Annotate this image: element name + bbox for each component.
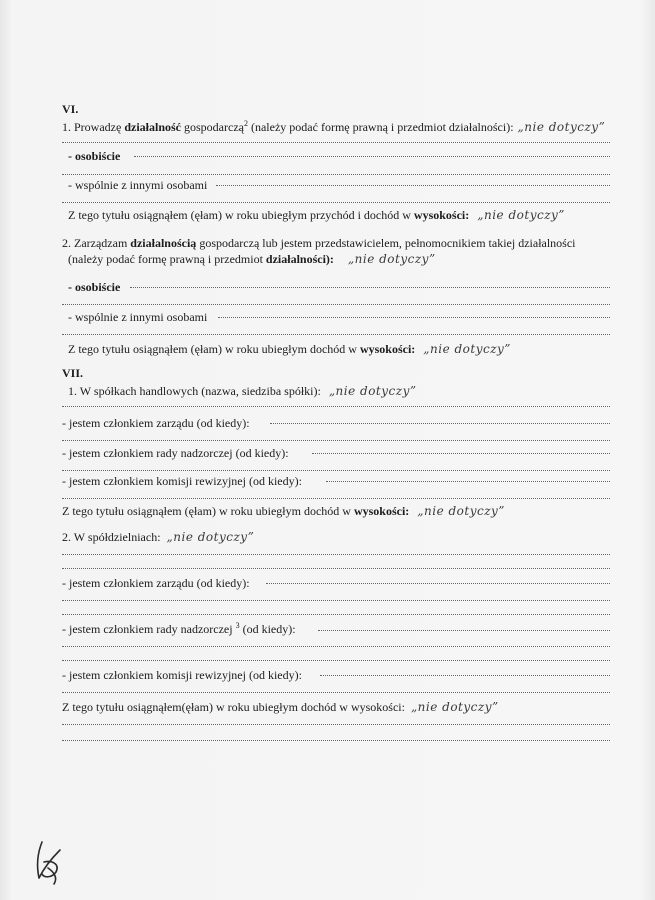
vi-item2-line2-bold: działalności):	[265, 252, 334, 266]
vii-item2-fill-line-4	[62, 606, 610, 615]
vii-item1-income-bold: wysokości:	[353, 504, 410, 518]
vii-item2-fill-line-3	[62, 592, 610, 601]
vii-item1-fill-line-3	[62, 462, 610, 471]
vii-item1-answer: „nie dotyczy”	[328, 384, 417, 398]
vii-item2-question	[62, 528, 655, 546]
vi-item2-personally: - osobiście	[68, 280, 121, 294]
vi-item1-personally: - osobiście	[68, 149, 121, 163]
vi-item2-income	[68, 340, 655, 358]
section-vi-heading: VI.	[62, 102, 79, 116]
vi-item1-income	[68, 206, 655, 224]
vi-item1-answer: „nie dotyczy”	[517, 120, 606, 134]
vii-item2-audit-line	[320, 667, 610, 676]
vi-item2-income-bold: wysokości:	[359, 342, 416, 356]
vi-item2-jointly-line	[218, 309, 610, 318]
vi-item2-fill-line	[62, 296, 610, 305]
vii-item1-income-answer: „nie dotyczy”	[417, 504, 505, 518]
vi-item1-text-b: gospodarczą	[181, 120, 244, 134]
vii-item2-fill-line-7	[62, 684, 610, 693]
vi-item2-line2-text: (należy podać formę prawną i przedmiot	[68, 252, 266, 266]
vii-item1-income-text: Z tego tytułu osiągnąłem (ęłam) w roku ubiegłym dochód w	[62, 504, 354, 518]
vii-item1-audit: - jestem członkiem komisji rewizyjnej (od kiedy):	[62, 474, 302, 488]
vi-item1-text: 1. Prowadzę	[62, 120, 125, 134]
vi-item2-income-answer: „nie dotyczy”	[423, 342, 511, 356]
vii-item1-income	[62, 502, 655, 520]
vi-item1-bold: działalność	[124, 120, 181, 134]
vi-item1-jointly-line	[216, 177, 610, 186]
vi-item1-footnote: 2	[243, 119, 248, 128]
vii-item2-audit: - jestem członkiem komisji rewizyjnej (od kiedy):	[62, 668, 302, 682]
vi-item2-answer: „nie dotyczy”	[347, 252, 436, 266]
vii-item2-fill-line-9	[62, 732, 610, 741]
vii-item1-fill-line-4	[62, 490, 610, 499]
vii-item2-fill-line-6	[62, 652, 610, 661]
vii-item2-income	[62, 698, 655, 716]
vii-item2-supervisory-text: - jestem członkiem rady nadzorczej	[62, 622, 236, 636]
vii-item2-income-text: Z tego tytułu osiągnąłem(ęłam) w roku ubiegłym dochód w wysokości:	[62, 700, 405, 714]
vii-item2-label: 2. W spółdzielniach:	[62, 530, 161, 544]
vii-item2-answer: „nie dotyczy”	[166, 530, 255, 544]
vi-item2-income-text: Z tego tytułu osiągnąłem (ęłam) w roku ubiegłym dochód w	[68, 342, 360, 356]
vii-item1-board: - jestem członkiem zarządu (od kiedy):	[62, 416, 250, 430]
vii-item2-footnote: 3	[235, 621, 240, 630]
vii-item1-audit-line	[326, 473, 610, 482]
vii-item2-fill-line-2	[62, 560, 610, 569]
vi-item2-bold: działalnością	[130, 236, 197, 250]
vii-item2-income-answer: „nie dotyczy”	[410, 700, 499, 714]
vii-item1-fill-line-2	[62, 432, 610, 441]
vii-item2-supervisory-line	[318, 622, 610, 631]
vii-item2-board: - jestem członkiem zarządu (od kiedy):	[62, 576, 250, 590]
vii-item2-supervisory-text-b: (od kiedy):	[239, 622, 296, 636]
vi-item2-fill-line-2	[62, 326, 610, 335]
vi-item1-personally-line	[134, 148, 610, 157]
vi-item1-jointly: - wspólnie z innymi osobami	[68, 178, 208, 192]
vi-item2-question-line2	[68, 250, 655, 268]
vii-item1-supervisory: - jestem członkiem rady nadzorczej (od kiedy):	[62, 446, 289, 460]
vii-item1-fill-line	[62, 398, 610, 407]
vi-item1-income-bold: wysokości:	[413, 208, 470, 222]
vii-item2-fill-line	[62, 546, 610, 555]
vii-item2-fill-line-5	[62, 638, 610, 647]
vi-item1-fill-line-2	[62, 166, 610, 175]
vii-item2-board-line	[266, 575, 610, 584]
vii-item2-fill-line-8	[62, 716, 610, 725]
vi-item2-text-b: gospodarczą lub jestem przedstawicielem, pełnomocnikiem takiej działalności	[196, 236, 576, 250]
vi-item2-text: 2. Zarządzam	[62, 236, 131, 250]
vi-item1-income-text: Z tego tytułu osiągnąłem (ęłam) w roku ubiegłym przychód i dochód w	[68, 208, 414, 222]
vii-item1-supervisory-line	[312, 445, 610, 454]
vi-item2-jointly: - wspólnie z innymi osobami	[68, 310, 208, 324]
vi-item2-personally-line	[130, 279, 610, 288]
section-vii-heading: VII.	[62, 366, 84, 380]
handwritten-initials-icon	[30, 838, 70, 888]
vi-item1-fill-line	[62, 134, 610, 143]
vi-item1-income-answer: „nie dotyczy”	[477, 208, 565, 222]
vii-item1-board-line	[270, 415, 610, 424]
vi-item1-fill-line-3	[62, 194, 610, 203]
vi-item1-text-c: (należy podać formę prawną i przedmiot działalności):	[247, 120, 514, 134]
vii-item1-label: 1. W spółkach handlowych (nazwa, siedziba spółki):	[68, 384, 321, 398]
